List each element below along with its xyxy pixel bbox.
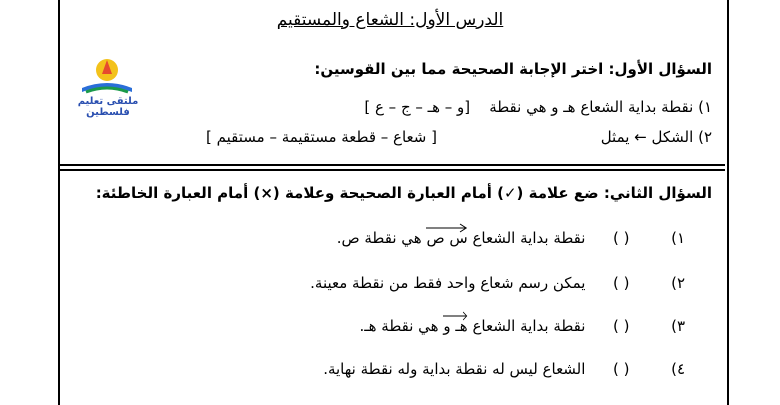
logo-caption: ملتقى تعليم فلسطين	[77, 96, 139, 118]
ray-label: هـ و	[443, 317, 468, 335]
item-text: الشعاع ليس له نقطة بداية وله نقطة نهاية.	[323, 360, 586, 378]
answer-blank[interactable]: ( )	[612, 229, 630, 247]
ray-notation	[443, 317, 467, 335]
question-2-item-3	[359, 317, 685, 335]
item-number: ١)	[671, 229, 685, 247]
item-number: ١)	[698, 98, 712, 116]
lesson-title: الدرس الأول: الشعاع والمستقيم	[276, 10, 504, 30]
ray-arrow-icon	[426, 223, 467, 232]
item-text-pre: نقطة بداية الشعاع	[472, 317, 586, 335]
question-2-heading: السؤال الثاني: ضع علامة (✓) أمام العبارة الصحيحة وعلامة (×) أمام العبارة الخاطئة:	[95, 184, 712, 202]
section-divider-top	[60, 164, 725, 166]
item-text: الشكل ← يمثل	[600, 128, 694, 146]
question-2-item-1	[337, 229, 685, 247]
question-2-item-4	[323, 360, 685, 378]
item-number: ٢)	[671, 274, 685, 292]
answer-blank[interactable]: ( )	[612, 360, 630, 378]
item-number: ٢)	[698, 128, 712, 146]
answer-blank[interactable]: ( )	[612, 274, 630, 292]
item-text-post: هي نقطة هـ.	[359, 317, 439, 335]
section-divider-bottom	[60, 169, 725, 171]
item-number: ٤)	[671, 360, 685, 378]
item-number: ٣)	[671, 317, 685, 335]
item-text: يمكن رسم شعاع واحد فقط من نقطة معينة.	[310, 274, 586, 292]
item-options: [ شعاع – قطعة مستقيمة – مستقيم ]	[206, 128, 437, 146]
item-options: [و – هـ – ج – ع ]	[364, 98, 471, 116]
ray-label: س ص	[426, 229, 468, 247]
question-1-item-1	[364, 98, 712, 116]
question-1-heading: السؤال الأول: اختر الإجابة الصحيحة مما بين القوسين:	[314, 60, 712, 78]
item-text-post: هي نقطة ص.	[336, 229, 422, 247]
item-text: نقطة بداية الشعاع هـ و هي نقطة	[489, 98, 694, 116]
ray-arrow-icon	[443, 311, 467, 320]
page-border-left	[58, 0, 60, 405]
page-border-right	[727, 0, 729, 405]
answer-blank[interactable]: ( )	[612, 317, 630, 335]
question-2-item-2	[310, 274, 685, 292]
ray-notation	[426, 229, 467, 247]
item-text-pre: نقطة بداية الشعاع	[472, 229, 586, 247]
